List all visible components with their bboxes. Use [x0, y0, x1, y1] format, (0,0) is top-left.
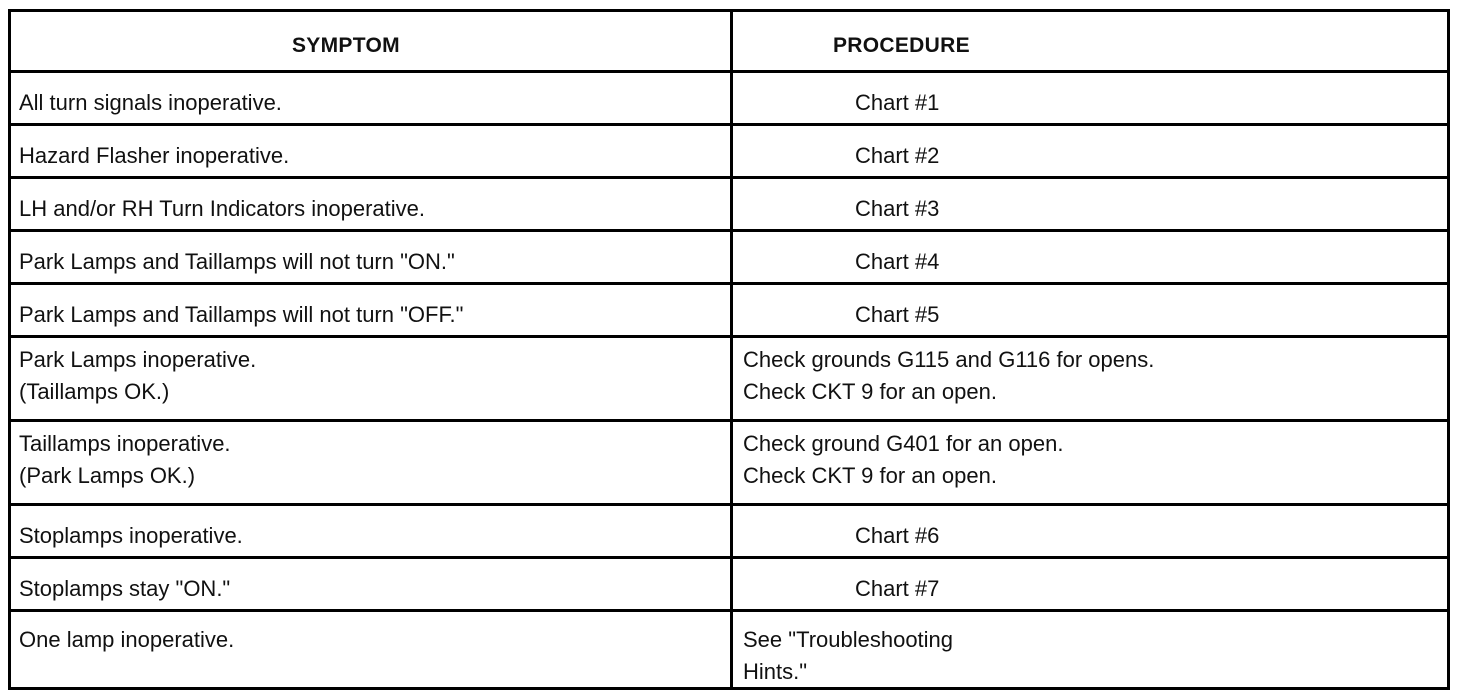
symptom-text: Hazard Flasher inoperative.: [19, 143, 290, 168]
procedure-cell: [733, 559, 1447, 609]
symptom-procedure-table: [8, 9, 1450, 690]
procedure-text: Chart #2: [855, 143, 940, 168]
table-row: [11, 612, 1447, 687]
procedure-cell: [733, 338, 1447, 419]
header-procedure: PROCEDURE: [833, 34, 970, 57]
symptom-cell: [11, 338, 733, 419]
symptom-text: Park Lamps inoperative. (Taillamps OK.): [19, 347, 257, 404]
table-header-row: [11, 12, 1447, 73]
procedure-text: See "Troubleshooting Hints.": [743, 627, 954, 684]
header-symptom: SYMPTOM: [292, 34, 400, 57]
symptom-cell: [11, 506, 733, 556]
procedure-text: Chart #7: [855, 576, 940, 601]
procedure-cell: [733, 506, 1447, 556]
symptom-text: Stoplamps stay "ON.": [19, 576, 231, 601]
procedure-cell: [733, 179, 1447, 229]
table-row: [11, 422, 1447, 506]
symptom-text: Park Lamps and Taillamps will not turn "OFF.": [19, 302, 464, 327]
procedure-text: Chart #4: [855, 249, 940, 274]
procedure-cell: [733, 422, 1447, 503]
symptom-text: One lamp inoperative.: [19, 627, 235, 652]
procedure-text: Chart #5: [855, 302, 940, 327]
table-row: [11, 285, 1447, 338]
procedure-text: Chart #6: [855, 523, 940, 548]
symptom-cell: [11, 179, 733, 229]
symptom-cell: [11, 285, 733, 335]
symptom-text: Taillamps inoperative. (Park Lamps OK.): [19, 431, 231, 488]
header-cell-procedure: [733, 12, 1447, 70]
symptom-text: All turn signals inoperative.: [19, 90, 282, 115]
symptom-cell: [11, 126, 733, 176]
symptom-text: Park Lamps and Taillamps will not turn "ON.": [19, 249, 455, 274]
procedure-cell: [733, 232, 1447, 282]
symptom-cell: [11, 612, 733, 687]
table-row: [11, 73, 1447, 126]
table-row: [11, 179, 1447, 232]
procedure-text: Check ground G401 for an open. Check CKT 9 for an open.: [743, 431, 1064, 488]
table-row: [11, 506, 1447, 559]
procedure-text: Check grounds G115 and G116 for opens. Check CKT 9 for an open.: [743, 347, 1155, 404]
procedure-cell: [733, 285, 1447, 335]
symptom-cell: [11, 422, 733, 503]
procedure-cell: [733, 612, 1447, 687]
table-row: [11, 126, 1447, 179]
procedure-cell: [733, 126, 1447, 176]
table-row: [11, 559, 1447, 612]
procedure-text: Chart #1: [855, 90, 940, 115]
procedure-text: Chart #3: [855, 196, 940, 221]
header-cell-symptom: [11, 12, 733, 70]
symptom-cell: [11, 232, 733, 282]
symptom-cell: [11, 73, 733, 123]
table-row: [11, 232, 1447, 285]
symptom-text: Stoplamps inoperative.: [19, 523, 243, 548]
symptom-text: LH and/or RH Turn Indicators inoperative.: [19, 196, 425, 221]
procedure-cell: [733, 73, 1447, 123]
symptom-cell: [11, 559, 733, 609]
table-row: [11, 338, 1447, 422]
